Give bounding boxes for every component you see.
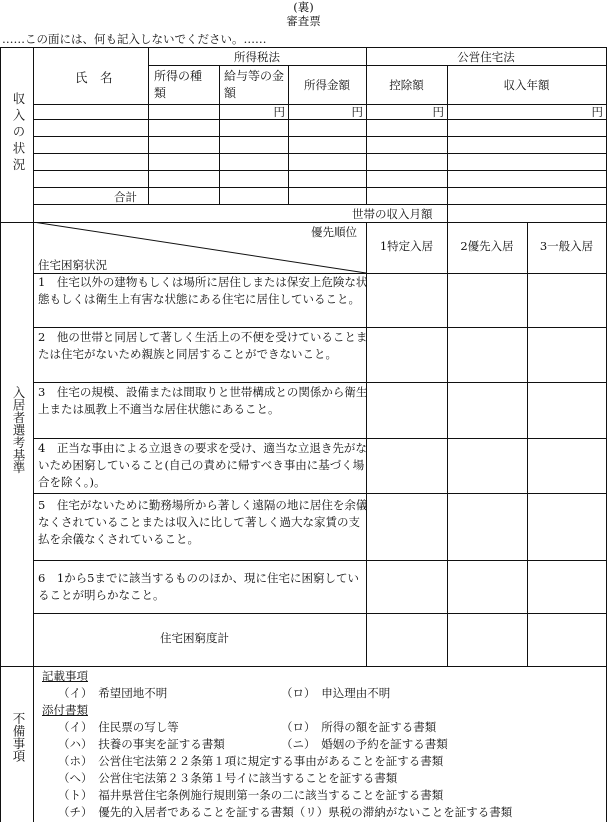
category-priority-header: 2優先入居 — [460, 239, 514, 253]
grid-line — [33, 493, 606, 494]
grid-line — [33, 327, 606, 328]
grid-line — [527, 222, 528, 666]
household-monthly-income-label: 世帯の収入月額 — [352, 207, 433, 221]
grid-line — [447, 222, 448, 666]
grid-line — [33, 560, 606, 561]
attachment-item: （イ） 住民票の写し等 — [58, 720, 179, 734]
hardship-status-label: 住宅困窮状況 — [38, 258, 107, 272]
annual-income-header: 収入年額 — [503, 78, 550, 92]
income-type-header: 所得の種類 — [154, 69, 203, 100]
attachment-item: （ホ） 公営住宅法第２２条第１項に規定する事由があることを証する書類 — [58, 754, 444, 768]
page-side-label: (裏) — [293, 0, 314, 14]
grid-line — [33, 438, 606, 439]
attachments-heading: 添付書類 — [42, 703, 88, 717]
hardship-total-label: 住宅困窮度計 — [160, 631, 229, 645]
criterion-2: 2 他の世帯と同居して著しく生活上の不便を受けていることまたは住宅がないため親族と同居することができないこと。 — [38, 330, 368, 361]
grid-line — [219, 65, 220, 204]
yen-unit: 円 — [351, 105, 363, 119]
name-header: 氏 名 — [75, 70, 113, 85]
page-title: 審査票 — [286, 14, 321, 28]
income-amount-header: 所得金額 — [304, 78, 350, 92]
grid-line — [148, 47, 149, 204]
criterion-3: 3 住宅の規模、設備または間取りと世帯構成との関係から衛生上または風教上不適当な居住状態にあること。 — [38, 385, 368, 416]
deficiency-section-label: 不備事項 — [11, 712, 26, 762]
outer-border — [0, 47, 1, 822]
deduction-header: 控除額 — [389, 78, 424, 92]
grid-line — [33, 153, 606, 154]
entry-items-heading: 記載事項 — [42, 669, 88, 683]
priority-label: 優先順位 — [311, 225, 357, 239]
yen-unit: 円 — [432, 105, 444, 119]
grid-line — [33, 382, 606, 383]
income-total-label: 合計 — [114, 190, 137, 204]
income-section-label: 収入の状況 — [11, 92, 26, 175]
attachment-item: （ト） 福井県営住宅条例施行規則第一条の二に該当することを証する書類 — [58, 788, 444, 802]
grid-line — [33, 136, 606, 137]
attachment-item: （ニ） 婚姻の予約を証する書類 — [281, 737, 448, 751]
criterion-6: 6 1から5までに該当するもののほか、現に住宅に困窮していることが明らかなこと。 — [38, 571, 359, 602]
grid-line — [33, 170, 606, 171]
attachment-item: （チ） 優先的入居者であることを証する書類（リ）県税の滞納がないことを証する書類 — [58, 805, 513, 819]
yen-unit: 円 — [273, 105, 285, 119]
grid-line — [148, 65, 606, 66]
grid-line — [33, 47, 34, 822]
grid-line — [33, 187, 606, 188]
criterion-1: 1 住宅以外の建物もしくは場所に居住しまたは保安上危険な状態もしくは衛生上有害な状態にある住宅に居住していること。 — [38, 275, 368, 306]
selection-section-label: 入居者選考基準 — [11, 386, 26, 474]
public-housing-act-header: 公営住宅法 — [457, 50, 515, 64]
entry-item: （ロ） 申込理由不明 — [281, 686, 391, 700]
grid-line — [366, 47, 367, 204]
criterion-4: 4 正当な事由による立退きの要求を受け、適当な立退き先がないため困窮していること(自己の責めに帰すべき事由に基づく場合を除く。)。 — [38, 441, 367, 489]
grid-line — [0, 47, 607, 48]
attachment-item: （へ） 公営住宅法第２３条第１号イに該当することを証する書類 — [58, 771, 398, 785]
criterion-5: 5 住宅がないために勤務場所から著しく遠隔の地に居住を余儀なくされていることまたは収入に比して著しく過大な家賃の支払を余儀なくされていること。 — [38, 498, 368, 546]
category-general-header: 3一般入居 — [539, 239, 594, 253]
category-special-header: 1特定入居 — [379, 239, 434, 253]
grid-line — [0, 666, 607, 667]
entry-item: （イ） 希望団地不明 — [58, 686, 168, 700]
grid-line — [33, 613, 606, 614]
salary-amount-header: 給与等の金額 — [224, 69, 285, 100]
income-tax-act-header: 所得税法 — [234, 50, 280, 64]
yen-unit: 円 — [591, 105, 603, 119]
attachment-item: （ロ） 所得の額を証する書類 — [281, 720, 437, 734]
attachment-item: （ハ） 扶養の事実を証する書類 — [58, 737, 225, 751]
instruction-text: ……この面には、何も記入しないでください。…… — [2, 32, 267, 46]
